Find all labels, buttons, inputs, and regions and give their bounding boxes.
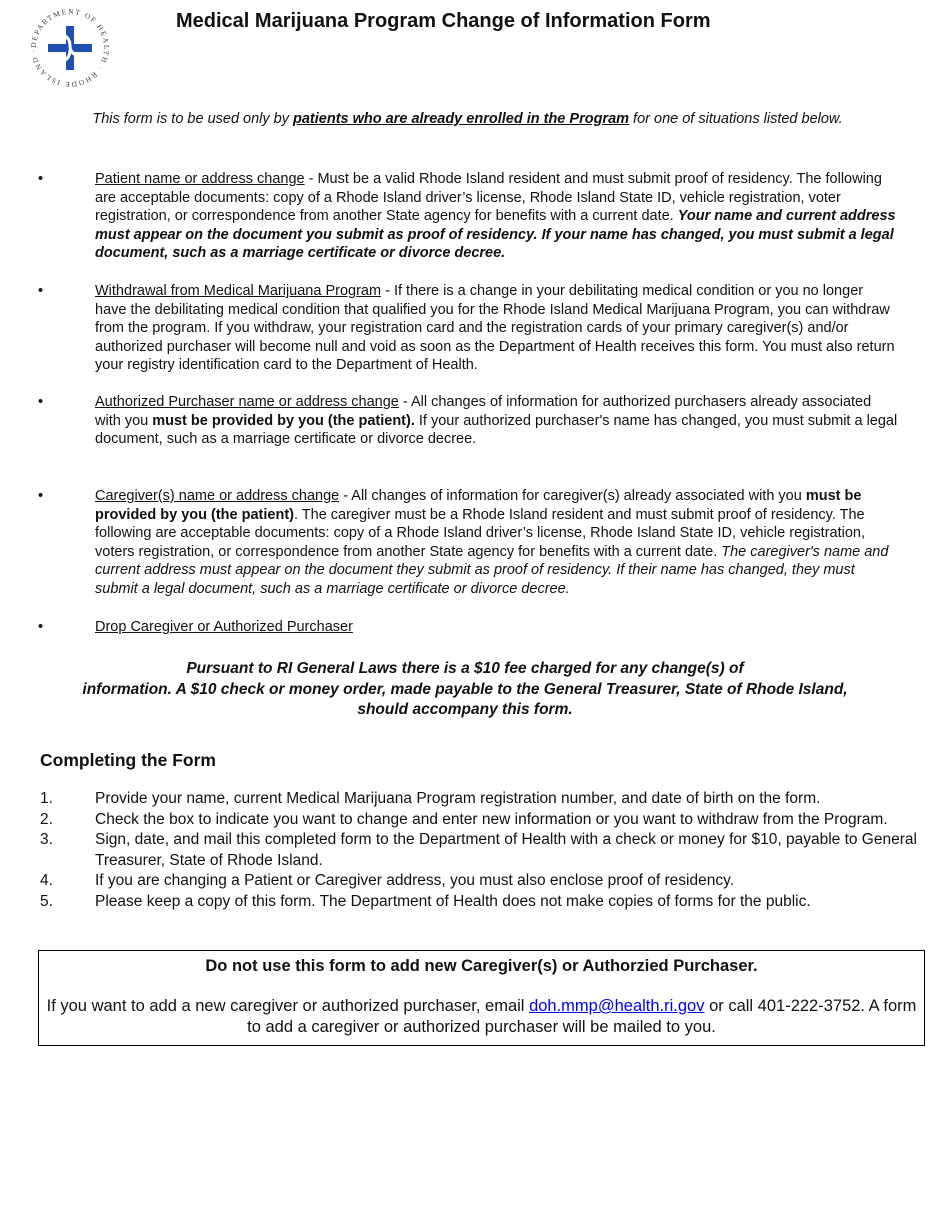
step-item	[40, 810, 925, 831]
step-text: Check the box to indicate you want to change and enter new information or you want to withdraw from the Program.	[95, 810, 888, 828]
fee-line: information. A $10 check or money order, made payable to the General Treasurer, State of Rhode Island,	[82, 680, 848, 698]
bullet-text-2: . The caregiver must be a Rhode Island resident and must submit proof of residency. The following are acceptable documents: copy of a Rhode Island driver’s license, Rhode Island State ID, vehicle registration, voters registration, or correspondence from another State agency for benefits with a current date.	[95, 506, 866, 560]
bullet-icon: •	[38, 394, 44, 410]
bullet-authorized-purchaser	[38, 393, 898, 449]
bullet-heading: Drop Caregiver or Authorized Purchaser	[95, 619, 353, 635]
bullet-icon: •	[38, 488, 44, 504]
step-number: 2.	[40, 810, 53, 828]
completing-heading: Completing the Form	[40, 750, 216, 770]
notice-post: or call 401-222-3752. A form to add a caregiver or authorized purchaser will be mailed to you.	[247, 997, 917, 1036]
bullet-italic: The caregiver's name and current address must appear on the document they submit as proof of residency. If their name has changed, they must submit a legal document, such as a marriage certificate or divorce decree.	[95, 543, 889, 597]
ri-department-of-health-logo	[26, 6, 114, 90]
bullet-text-2: If your authorized purchaser's name has changed, you must submit a legal document, such as a marriage certificate or divorce decree.	[95, 412, 898, 448]
bullet-bold: must be provided by you (the patient)	[95, 488, 862, 523]
notice-body	[39, 996, 924, 1038]
email-link[interactable]: doh.mmp@health.ri.gov	[529, 997, 705, 1015]
bullet-text: - If there is a change in your debilitating medical condition or you no longer have the debilitating medical condition that qualified you for the Rhode Island Medical Marijuana Program, you can withdraw from the program. If you withdraw, your registration card and the registration cards of your primary caregiver(s) and/or authorized purchaser will become null and void as soon as the Department of Health receives this form. You must also return your registry identification card to the Department of Health.	[95, 283, 895, 374]
step-item	[40, 871, 925, 892]
intro-text	[0, 111, 935, 127]
step-number: 3.	[40, 831, 53, 848]
fee-notice	[20, 659, 910, 721]
bullet-text: - All changes of information for authorized purchasers already associated with you	[95, 394, 872, 429]
bullet-drop-caregiver	[38, 618, 898, 637]
bullet-emphasis: Your name and current address must appear on the document you submit as proof of residency. If your name has changed, you must submit a legal document, such as a marriage certificate or divorce decree.	[95, 208, 896, 262]
fee-line: should accompany this form.	[357, 701, 573, 718]
bullet-bold: must be provided by you (the patient).	[152, 412, 415, 429]
steps-list	[40, 789, 925, 912]
svg-text:DEPARTMENT OF HEALTH · RHODE I: DEPARTMENT OF HEALTH · RHODE ISLAND ·	[28, 6, 112, 90]
step-item	[40, 789, 925, 810]
step-number: 1.	[40, 790, 53, 807]
bullet-heading: Authorized Purchaser name or address change	[95, 394, 399, 410]
step-number: 5.	[40, 892, 53, 910]
step-number: 4.	[40, 872, 53, 889]
intro-emphasis: patients who are already enrolled in the Program	[293, 111, 630, 127]
notice-pre: If you want to add a new caregiver or authorized purchaser, email	[46, 997, 530, 1015]
bullet-icon: •	[38, 619, 44, 635]
step-item	[40, 892, 925, 913]
step-text: Sign, date, and mail this completed form to the Department of Health with a check or money for $10, payable to General Treasurer, State of Rhode Island.	[95, 831, 917, 869]
bullet-caregiver-change	[38, 487, 898, 599]
bullet-icon: •	[38, 171, 44, 187]
step-text: If you are changing a Patient or Caregiver address, you must also enclose proof of residency.	[95, 872, 735, 889]
bullet-text: - Must be a valid Rhode Island resident and must submit proof of residency. The following are acceptable documents: copy of a Rhode Island driver’s license, Rhode Island State ID, vehicle registration, voter registration, or correspondence from another State agency for benefits with a current date.	[95, 171, 882, 225]
bullet-withdrawal	[38, 282, 898, 375]
bullet-heading: Caregiver(s) name or address change	[95, 488, 340, 504]
step-text: Provide your name, current Medical Marijuana Program registration number, and date of birth on the form.	[95, 790, 821, 807]
step-item	[40, 830, 925, 871]
step-text: Please keep a copy of this form. The Department of Health does not make copies of forms for the public.	[95, 892, 811, 910]
bullet-patient-change	[38, 170, 898, 263]
notice-box	[38, 950, 925, 1046]
page-title: Medical Marijuana Program Change of Information Form	[176, 10, 711, 32]
bullet-heading: Patient name or address change	[95, 171, 305, 187]
bullet-icon: •	[38, 283, 44, 299]
fee-line: Pursuant to RI General Laws there is a $10 fee charged for any change(s) of	[186, 660, 744, 677]
intro-pre: This form is to be used only by	[92, 111, 294, 127]
bullet-text: - All changes of information for caregiver(s) already associated with you	[339, 488, 806, 504]
notice-title: Do not use this form to add new Caregiver(s) or Authorzied Purchaser.	[205, 957, 758, 975]
bullet-heading: Withdrawal from Medical Marijuana Program	[95, 283, 382, 299]
intro-post: for one of situations listed below.	[629, 111, 843, 127]
